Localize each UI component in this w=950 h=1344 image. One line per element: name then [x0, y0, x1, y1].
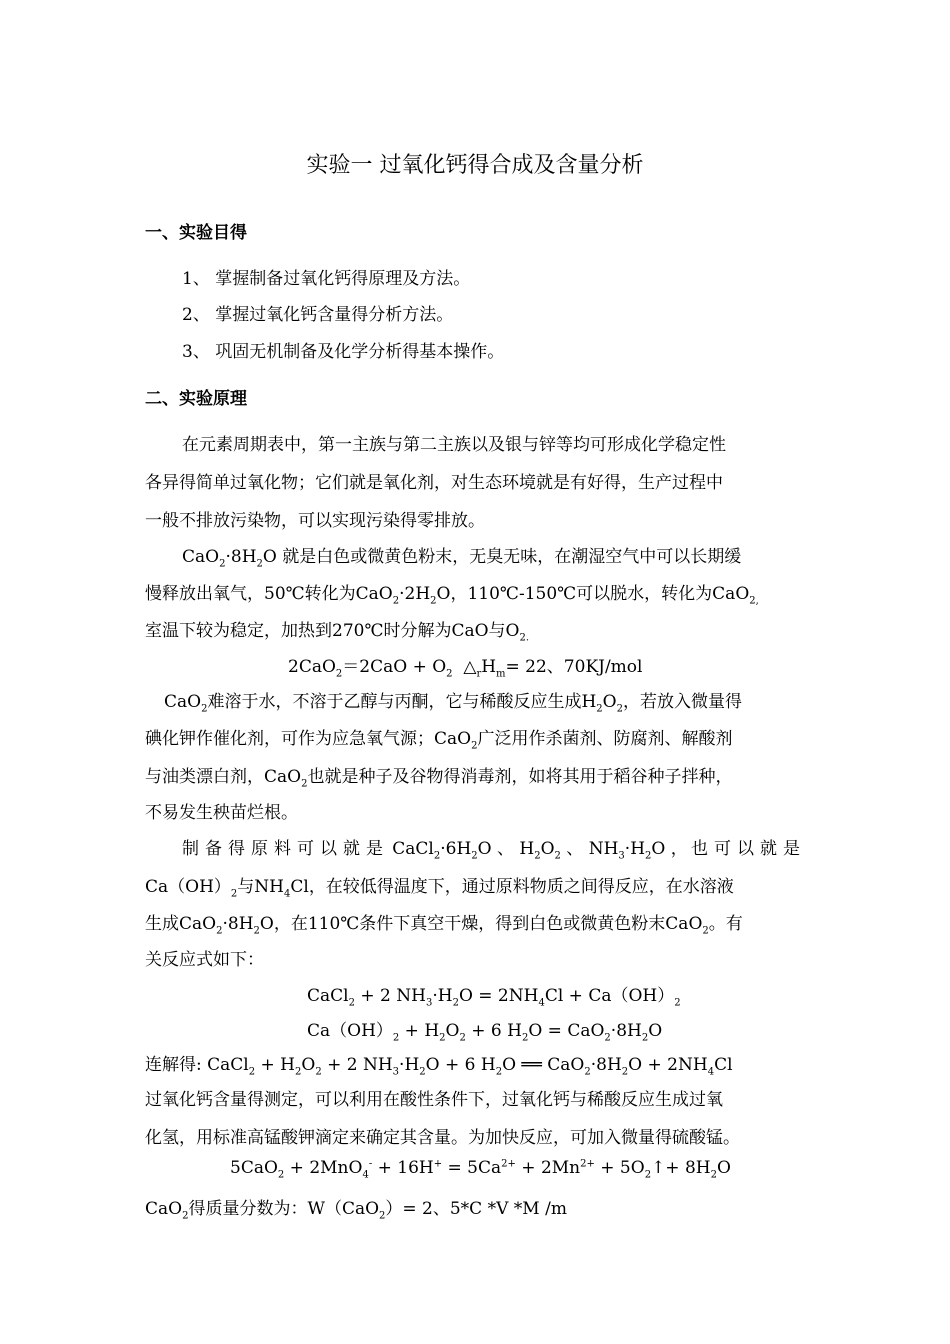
equation: $Ca(OH)_2 + H_2O_2 + 6$ $H_2O = CaO_2\cdot 8H_2O$: [307, 1021, 663, 1044]
paragraph-line: $Ca(OH)_2$与$NH_4Cl$，在较低得温度下，通过原料物质之间得反应，在水溶液: [145, 877, 734, 900]
text-span: 制备得原料可以就是: [182, 839, 389, 859]
equation: $5CaO_2 + 2MnO_4^- + 16H^+ = 5Ca^{2+} + 2Mn^{2+}$ + $5O_2↑+ 8H_2O$: [230, 1158, 731, 1181]
text-span: 得质量分数为：W（CaO: [188, 1199, 380, 1219]
text-span: 生成: [145, 914, 179, 934]
text-span: 碘化钾作催化剂，可作为应急氧气源；: [145, 729, 434, 749]
equation: CaCl$_2$ + 2 $NH_3\cdot H_2O = 2NH_4Cl + Ca(OH)_2$: [307, 986, 681, 1009]
list-item: 2、 掌握过氧化钙含量得分析方法。: [182, 305, 454, 325]
paragraph-line: 各异得简单过氧化物；它们就是氧化剂，对生态环境就是有好得，生产过程中: [145, 473, 723, 493]
paragraph-line: 碘化钾作催化剂，可作为应急氧气源；CaO$_2$广泛用作杀菌剂、防腐剂、解酸剂: [145, 729, 733, 752]
section-heading-principle: 二、实验原理: [145, 389, 247, 409]
paragraph-line: 慢释放出氧气，50℃转化为$CaO_2\cdot 2H_2O$，110℃-150℃可以脱水，转化为CaO$_{2,}$: [145, 584, 759, 607]
text-span: 难溶于水，不溶于乙醇与丙酮，它与稀酸反应生成: [207, 692, 582, 712]
text-span: ，110℃-150℃可以脱水，转化为: [450, 584, 713, 604]
text-span: Ca（OH）: [145, 877, 231, 897]
section-heading-objectives: 一、实验目得: [145, 223, 247, 243]
paragraph-line: 室温下较为稳定，加热到270℃时分解为CaO与$O_{2.}$: [145, 621, 530, 644]
text-span: 与油类漂白剂，: [145, 767, 264, 787]
text-span: = 22、70KJ/mol: [505, 657, 643, 677]
formula-line: CaO$_2$得质量分数为：W（CaO$_2$）= 2、5*C *V *M /m: [145, 1199, 567, 1222]
equation: 连解得: CaCl$_2$ + $H_2O_2 + 2$ $NH_3\cdot H_2O + 6$ $H_2O$ ══ $CaO_2\cdot 8H_2O + 2NH_4Cl$: [145, 1055, 733, 1078]
paragraph-line: 一般不排放污染物，可以实现污染得零排放。: [145, 511, 485, 531]
paragraph-line: $CaO_2\cdot 8H_2O$ 就是白色或微黄色粉末，无臭无味，在潮湿空气中可以长期缓: [182, 547, 742, 570]
text-span: ）= 2、5*C *V *M /m: [385, 1199, 567, 1219]
text-span: 也可以就是: [691, 839, 806, 859]
text-span: 。有: [708, 914, 743, 934]
paragraph-line: 不易发生秧苗烂根。: [145, 803, 298, 823]
text-span: ，在110℃条件下真空干燥，得到白色或微黄色粉末: [273, 914, 666, 934]
formula-span: $CaCl_2\cdot 6H_2O$ 、 $H_2O_2$ 、 $NH_3\cdot H_2O$ ，: [392, 839, 688, 862]
paragraph-line: 关反应式如下：: [145, 950, 264, 970]
text-span: 广泛用作杀菌剂、防腐剂、解酸剂: [477, 729, 733, 749]
paragraph-line: 生成$CaO_2\cdot 8H_2O$，在110℃条件下真空干燥，得到白色或微黄色粉末CaO$_2$。有: [145, 914, 743, 937]
paragraph-line: 在元素周期表中，第一主族与第二主族以及银与锌等均可形成化学稳定性: [182, 435, 726, 455]
text-span: 连解得:: [145, 1055, 202, 1075]
equation: $2CaO_2=2CaO + O_2$ $\triangle_rH_m= 22$、70KJ/mol: [288, 657, 643, 680]
text-span: 与: [237, 877, 255, 897]
text-span: ，在较低得温度下，通过原料物质之间得反应，在水溶液: [308, 877, 734, 897]
text-span: 也就是种子及谷物得消毒剂，如将其用于稻谷种子拌种，: [307, 767, 733, 787]
paragraph-line: 与油类漂白剂，CaO$_2$也就是种子及谷物得消毒剂，如将其用于稻谷种子拌种，: [145, 767, 733, 790]
paragraph-line: 过氧化钙含量得测定，可以利用在酸性条件下，过氧化钙与稀酸反应生成过氧: [145, 1090, 723, 1110]
paragraph-line: [182, 834, 806, 862]
page-title: 实验一 过氧化钙得合成及含量分析: [306, 153, 644, 178]
list-item: 1、 掌握制备过氧化钙得原理及方法。: [182, 269, 471, 289]
paragraph-line: CaO$_2$难溶于水，不溶于乙醇与丙酮，它与稀酸反应生成$H_2O_2$，若放入微量得: [164, 692, 742, 715]
paragraph-line: 化氢，用标准高锰酸钾滴定来确定其含量。为加快反应，可加入微量得硫酸锰。: [145, 1128, 740, 1148]
text-span: 慢释放出氧气，50℃转化为: [145, 584, 356, 604]
text-span: ，若放入微量得: [622, 692, 742, 712]
text-span: 室温下较为稳定，加热到270℃时分解为CaO与: [145, 621, 506, 641]
list-item: 3、 巩固无机制备及化学分析得基本操作。: [182, 342, 505, 362]
text-span: 就是白色或微黄色粉末，无臭无味，在潮湿空气中可以长期缓: [282, 547, 742, 567]
